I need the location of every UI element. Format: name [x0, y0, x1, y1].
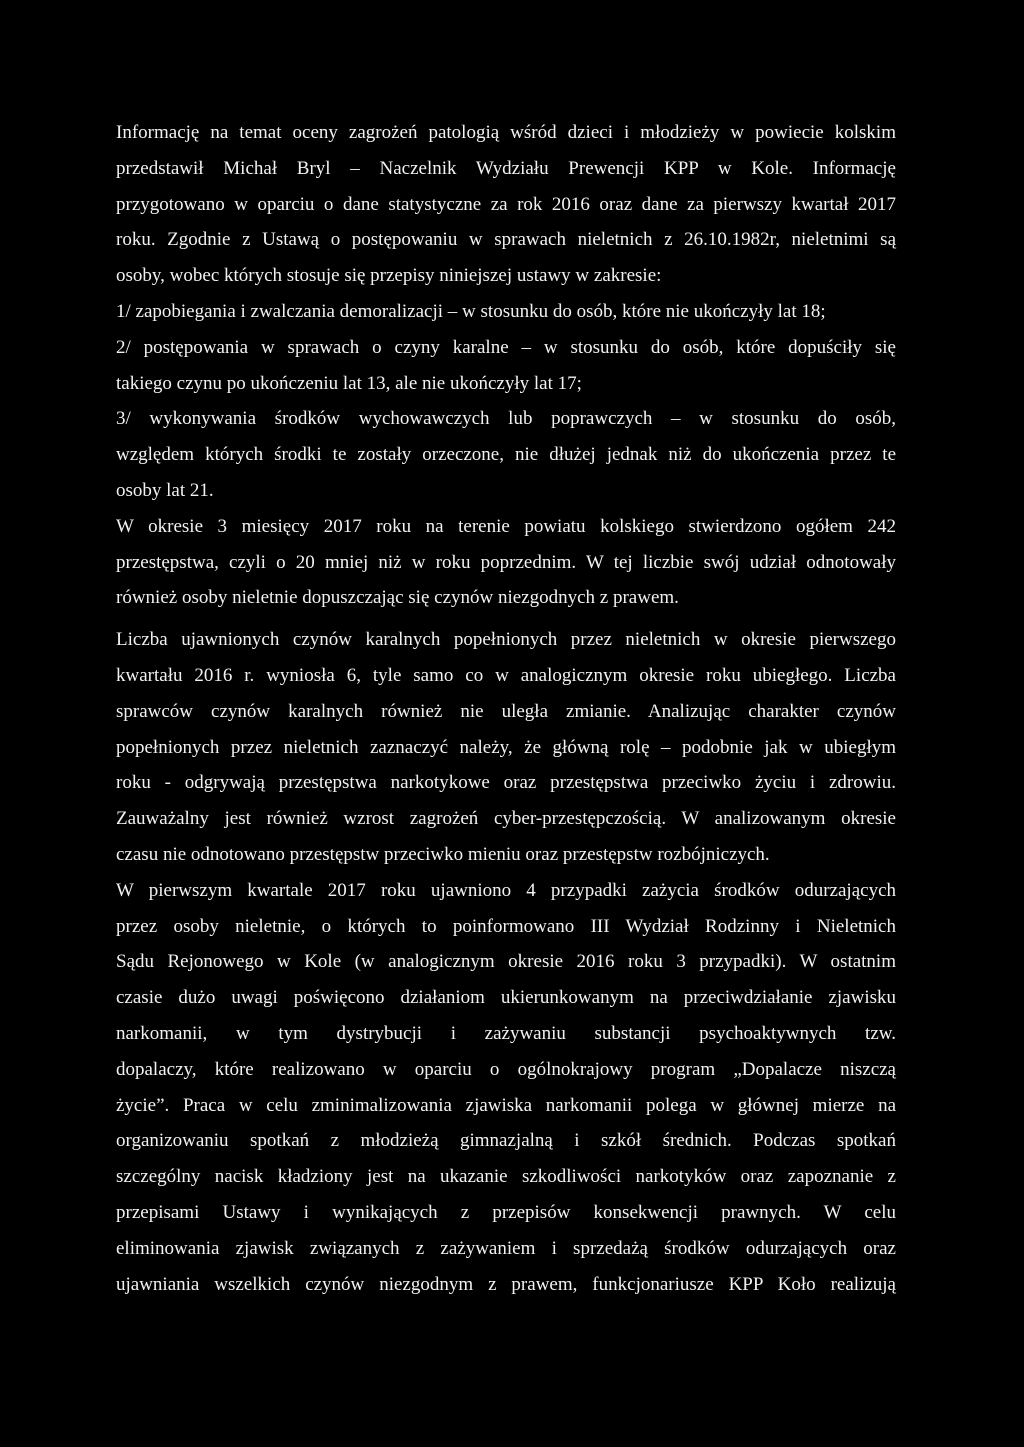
text-line: sprawców czynów karalnych również nie uległa zmianie. Analizując charakter czynów [116, 700, 896, 722]
text-line: W okresie 3 miesięcy 2017 roku na terenie powiatu kolskiego stwierdzono ogółem 242 [116, 515, 896, 537]
list-item-2: 2/ postępowania w sprawach o czyny karalne – w stosunku do osób, które dopuściły się [116, 336, 896, 358]
text-line: Zauważalny jest również wzrost zagrożeń cyber-przestępczością. W analizowanym okresie [116, 808, 896, 830]
text-line: kwartału 2016 r. wyniosła 6, tyle samo co w analogicznym okresie roku ubiegłego. Liczba [116, 664, 896, 686]
text-line: takiego czynu po ukończeniu lat 13, ale nie ukończyły lat 17; [116, 372, 582, 394]
text-line: W pierwszym kwartale 2017 roku ujawniono 4 przypadki zażycia środków odurzających [116, 879, 896, 901]
text-line: życie”. Praca w celu zminimalizowania zjawiska narkomanii polega w głównej mierze na [116, 1094, 896, 1116]
text-line: osoby, wobec których stosuje się przepisy niniejszej ustawy w zakresie: [116, 265, 662, 287]
text-line: eliminowania zjawisk związanych z zażywaniem i sprzedażą środków odurzających oraz [116, 1237, 896, 1259]
text-line: przestępstwa, czyli o 20 mniej niż w roku poprzednim. W tej liczbie swój udział odnotowały [116, 551, 896, 573]
document-body [116, 115, 896, 1302]
text-line: organizowaniu spotkań z młodzieżą gimnazjalną i szkół średnich. Podczas spotkań [116, 1130, 896, 1152]
text-line: Sądu Rejonowego w Kole (w analogicznym okresie 2016 roku 3 przypadki). W ostatnim [116, 951, 896, 973]
text-line: dopalaczy, które realizowano w oparciu o ogólnokrajowy program „Dopalacze niszczą [116, 1058, 896, 1080]
text-line: ujawniania wszelkich czynów niezgodnym z prawem, funkcjonariusze KPP Koło realizują [116, 1273, 896, 1295]
text-line: Informację na temat oceny zagrożeń patologią wśród dzieci i młodzieży w powiecie kolskim [116, 122, 896, 143]
text-line: narkomanii, w tym dystrybucji i zażywaniu substancji psychoaktywnych tzw. [116, 1022, 896, 1044]
text-line: przepisami Ustawy i wynikających z przepisów konsekwencji prawnych. W celu [116, 1201, 896, 1223]
text-line: czasie dużo uwagi poświęcono działaniom ukierunkowanym na przeciwdziałanie zjawisku [116, 987, 896, 1009]
text-line: czasu nie odnotowano przestępstw przeciwko mieniu oraz przestępstw rozbójniczych. [116, 843, 770, 865]
text-line: również osoby nieletnie dopuszczając się czynów niezgodnych z prawem. [116, 587, 679, 609]
list-item-3: 3/ wykonywania środków wychowawczych lub poprawczych – w stosunku do osób, [116, 408, 896, 430]
text-line: względem których środki te zostały orzeczone, nie dłużej jednak niż do ukończenia przez te [116, 444, 896, 466]
text-line: przedstawił Michał Bryl – Naczelnik Wydziału Prewencji KPP w Kole. Informację [116, 157, 896, 179]
text-line: roku. Zgodnie z Ustawą o postępowaniu w sprawach nieletnich z 26.10.1982r, nieletnimi są [116, 229, 896, 251]
text-line: przygotowano w oparciu o dane statystyczne za rok 2016 oraz dane za pierwszy kwartał 2017 [116, 193, 896, 215]
text-line: Liczba ujawnionych czynów karalnych popełnionych przez nieletnich w okresie pierwszego [116, 629, 896, 651]
text-line: przez osoby nieletnie, o których to poinformowano III Wydział Rodzinny i Nieletnich [116, 915, 896, 937]
text-line: osoby lat 21. [116, 479, 214, 501]
list-item-1: 1/ zapobiegania i zwalczania demoralizacji – w stosunku do osób, które nie ukończyły lat 18; [116, 300, 826, 322]
text-line: roku - odgrywają przestępstwa narkotykowe oraz przestępstwa przeciwko życiu i zdrowiu. [116, 772, 896, 794]
text-line: popełnionych przez nieletnich zaznaczyć należy, że główną rolę – podobnie jak w ubiegłym [116, 736, 896, 758]
text-line: szczególny nacisk kładziony jest na ukazanie szkodliwości narkotyków oraz zapoznanie z [116, 1166, 896, 1188]
